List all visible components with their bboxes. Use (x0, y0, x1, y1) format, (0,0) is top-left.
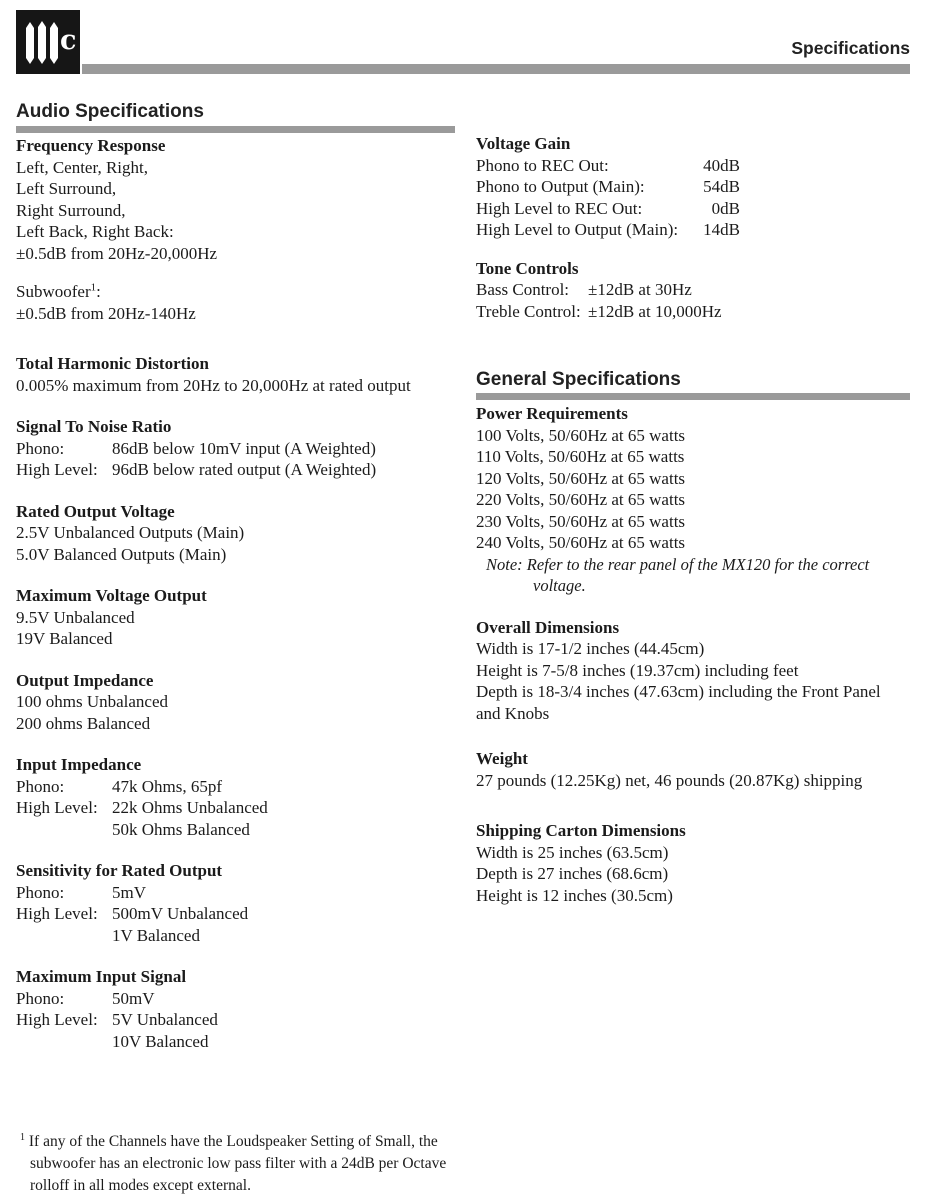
spec-row-value: ±12dB at 10,000Hz (588, 301, 722, 321)
spec-row (16, 882, 466, 904)
footnote-marker: 1 (20, 1131, 25, 1143)
spec-row (16, 797, 466, 819)
spec-title: Shipping Carton Dimensions (476, 821, 686, 840)
spec-line: Depth is 18-3/4 inches (47.63cm) including the Front Panel (476, 682, 881, 701)
spec-line: 110 Volts, 50/60Hz at 65 watts (476, 447, 685, 466)
spec-title: Signal To Noise Ratio (16, 417, 172, 436)
spec-output-impedance (16, 670, 466, 735)
spec-row-value: 5mV (112, 882, 146, 902)
spec-row-value: 22k Ohms Unbalanced (112, 798, 268, 817)
spec-row-label: Treble Control: (476, 301, 581, 321)
spec-row (476, 198, 740, 220)
spec-title: Input Impedance (16, 755, 142, 774)
spec-title: Output Impedance (16, 670, 154, 690)
spec-title: Maximum Input Signal (16, 967, 187, 986)
mcintosh-logo-icon (16, 10, 80, 74)
spec-row-label: High Level: (16, 798, 98, 817)
spec-input-impedance (16, 754, 466, 840)
spec-row-label: Bass Control: (476, 280, 570, 299)
audio-specifications-heading: Audio Specifications (16, 101, 204, 122)
spec-row-label: Phono to Output (Main): (476, 177, 645, 196)
spec-line: 2.5V Unbalanced Outputs (Main) (16, 523, 245, 542)
spec-title: Power Requirements (476, 404, 628, 423)
spec-row-value: 96dB below rated output (A Weighted) (112, 460, 377, 479)
spec-row-value: ±12dB at 30Hz (588, 280, 692, 299)
mcintosh-logo (16, 10, 80, 74)
spec-title: Voltage Gain (476, 134, 571, 153)
spec-title: Overall Dimensions (476, 617, 620, 637)
spec-row (16, 776, 466, 798)
spec-row-value: 86dB below 10mV input (A Weighted) (112, 438, 376, 458)
spec-row-label: Phono: (16, 882, 65, 902)
spec-subwoofer (16, 281, 466, 324)
spec-row (476, 301, 910, 323)
spec-line: 200 ohms Balanced (16, 713, 151, 733)
spec-line: Left Back, Right Back: (16, 222, 174, 241)
spec-line: Depth is 27 inches (68.6cm) (476, 864, 669, 883)
spec-row (16, 438, 466, 460)
spec-power-requirements (476, 403, 910, 597)
spec-line: 220 Volts, 50/60Hz at 65 watts (476, 490, 686, 509)
note-line: voltage. (533, 576, 586, 595)
spec-row (16, 988, 466, 1010)
spec-signal-to-noise (16, 416, 466, 481)
spec-row-label: High Level to REC Out: (476, 198, 643, 218)
spec-title: Rated Output Voltage (16, 501, 175, 521)
spec-line: 240 Volts, 50/60Hz at 65 watts (476, 533, 686, 552)
power-note (476, 554, 910, 597)
spec-line: 120 Volts, 50/60Hz at 65 watts (476, 468, 686, 488)
spec-sensitivity (16, 860, 466, 946)
spec-line: Left, Center, Right, (16, 157, 148, 177)
spec-row (476, 219, 740, 241)
svg-text:c: c (60, 25, 77, 56)
spec-row (16, 903, 466, 925)
general-specifications-heading: General Specifications (476, 369, 681, 390)
spec-line: Height is 12 inches (30.5cm) (476, 885, 673, 905)
general-specifications-section (476, 369, 910, 906)
spec-weight (476, 748, 910, 791)
spec-line: 0.005% maximum from 20Hz to 20,000Hz at rated output (16, 375, 411, 395)
audio-specifications-column (16, 135, 466, 1052)
spec-row-value: 54dB (703, 177, 740, 196)
spec-row-label: High Level: (16, 1010, 98, 1029)
spec-line: Right Surround, (16, 200, 126, 220)
spec-line: 9.5V Unbalanced (16, 607, 135, 627)
spec-row (16, 925, 466, 947)
spec-line: 100 ohms Unbalanced (16, 692, 169, 711)
spec-row-value: 47k Ohms, 65pf (112, 776, 223, 796)
spec-line: Height is 7-5/8 inches (19.37cm) including feet (476, 660, 799, 680)
spec-line: 230 Volts, 50/60Hz at 65 watts (476, 511, 686, 531)
spec-line: 100 Volts, 50/60Hz at 65 watts (476, 425, 686, 445)
spec-row (476, 155, 740, 177)
spec-row-value: 14dB (703, 220, 740, 239)
spec-title: Tone Controls (476, 258, 579, 278)
spec-row-label: Phono to REC Out: (476, 155, 609, 175)
spec-row-label: Phono: (16, 438, 65, 458)
spec-shipping-carton (476, 820, 910, 906)
spec-row-value: 50k Ohms Balanced (112, 819, 250, 839)
spec-row-value: 5V Unbalanced (112, 1010, 218, 1029)
page-title: Specifications (791, 38, 910, 58)
spec-row-value: 50mV (112, 988, 155, 1008)
spec-line: 27 pounds (12.25Kg) net, 46 pounds (20.87Kg) shipping (476, 770, 863, 790)
spec-row-label: High Level: (16, 904, 98, 923)
spec-line: and Knobs (476, 703, 550, 723)
spec-row (16, 459, 466, 481)
spec-tone-controls (476, 258, 910, 323)
spec-line: ±0.5dB from 20Hz-20,000Hz (16, 243, 218, 263)
spec-voltage-gain (476, 133, 910, 241)
spec-row-label: Phono: (16, 988, 65, 1008)
spec-total-harmonic-distortion (16, 353, 466, 396)
spec-row-label: High Level: (16, 460, 98, 479)
spec-row-label (16, 925, 112, 947)
spec-rated-output-voltage (16, 501, 466, 566)
spec-line: Left Surround, (16, 179, 117, 198)
spec-row-label (16, 819, 112, 841)
subwoofer-colon: : (96, 282, 101, 301)
spec-title: Frequency Response (16, 136, 166, 155)
footnote-reference: 1 (90, 281, 97, 294)
footnote (20, 1131, 480, 1197)
audio-heading-rule (16, 126, 455, 133)
spec-line: 19V Balanced (16, 629, 113, 648)
footnote-line (20, 1131, 480, 1153)
spec-line: 5.0V Balanced Outputs (Main) (16, 544, 227, 564)
spec-row-label: High Level to Output (Main): (476, 220, 679, 239)
spec-row-value: 500mV Unbalanced (112, 904, 249, 923)
spec-row-value: 1V Balanced (112, 925, 200, 945)
spec-title: Sensitivity for Rated Output (16, 861, 223, 880)
spec-row (16, 819, 466, 841)
spec-maximum-input-signal (16, 966, 466, 1052)
spec-row (16, 1031, 466, 1053)
subwoofer-label: Subwoofer (16, 282, 91, 301)
spec-row (16, 1009, 466, 1031)
spec-row-value: 10V Balanced (112, 1031, 209, 1051)
header-rule (82, 64, 910, 74)
spec-title: Maximum Voltage Output (16, 586, 207, 605)
spec-row-value: 0dB (711, 198, 740, 218)
spec-maximum-voltage-output (16, 585, 466, 650)
spec-frequency-response (16, 135, 466, 264)
note-line: Note: Refer to the rear panel of the MX120 for the correct (486, 554, 870, 574)
subwoofer-label-line (16, 281, 466, 303)
footnote-line: rolloff in all modes except external. (30, 1177, 251, 1194)
footnote-text: If any of the Channels have the Loudspeaker Setting of Small, the (28, 1133, 438, 1150)
spec-title: Total Harmonic Distortion (16, 354, 209, 373)
spec-row-value: 40dB (703, 155, 740, 175)
general-heading-rule (476, 393, 910, 400)
spec-row (476, 279, 910, 301)
spec-title: Weight (476, 749, 528, 768)
footnote-line: subwoofer has an electronic low pass filter with a 24dB per Octave (30, 1155, 447, 1172)
spec-line: Width is 17-1/2 inches (44.45cm) (476, 639, 705, 658)
spec-line: Width is 25 inches (63.5cm) (476, 842, 669, 862)
spec-row (476, 176, 740, 198)
right-column (476, 133, 910, 906)
spec-row-label (16, 1031, 112, 1053)
spec-overall-dimensions (476, 617, 910, 725)
spec-row-label: Phono: (16, 776, 65, 796)
spec-line: ±0.5dB from 20Hz-140Hz (16, 303, 196, 323)
